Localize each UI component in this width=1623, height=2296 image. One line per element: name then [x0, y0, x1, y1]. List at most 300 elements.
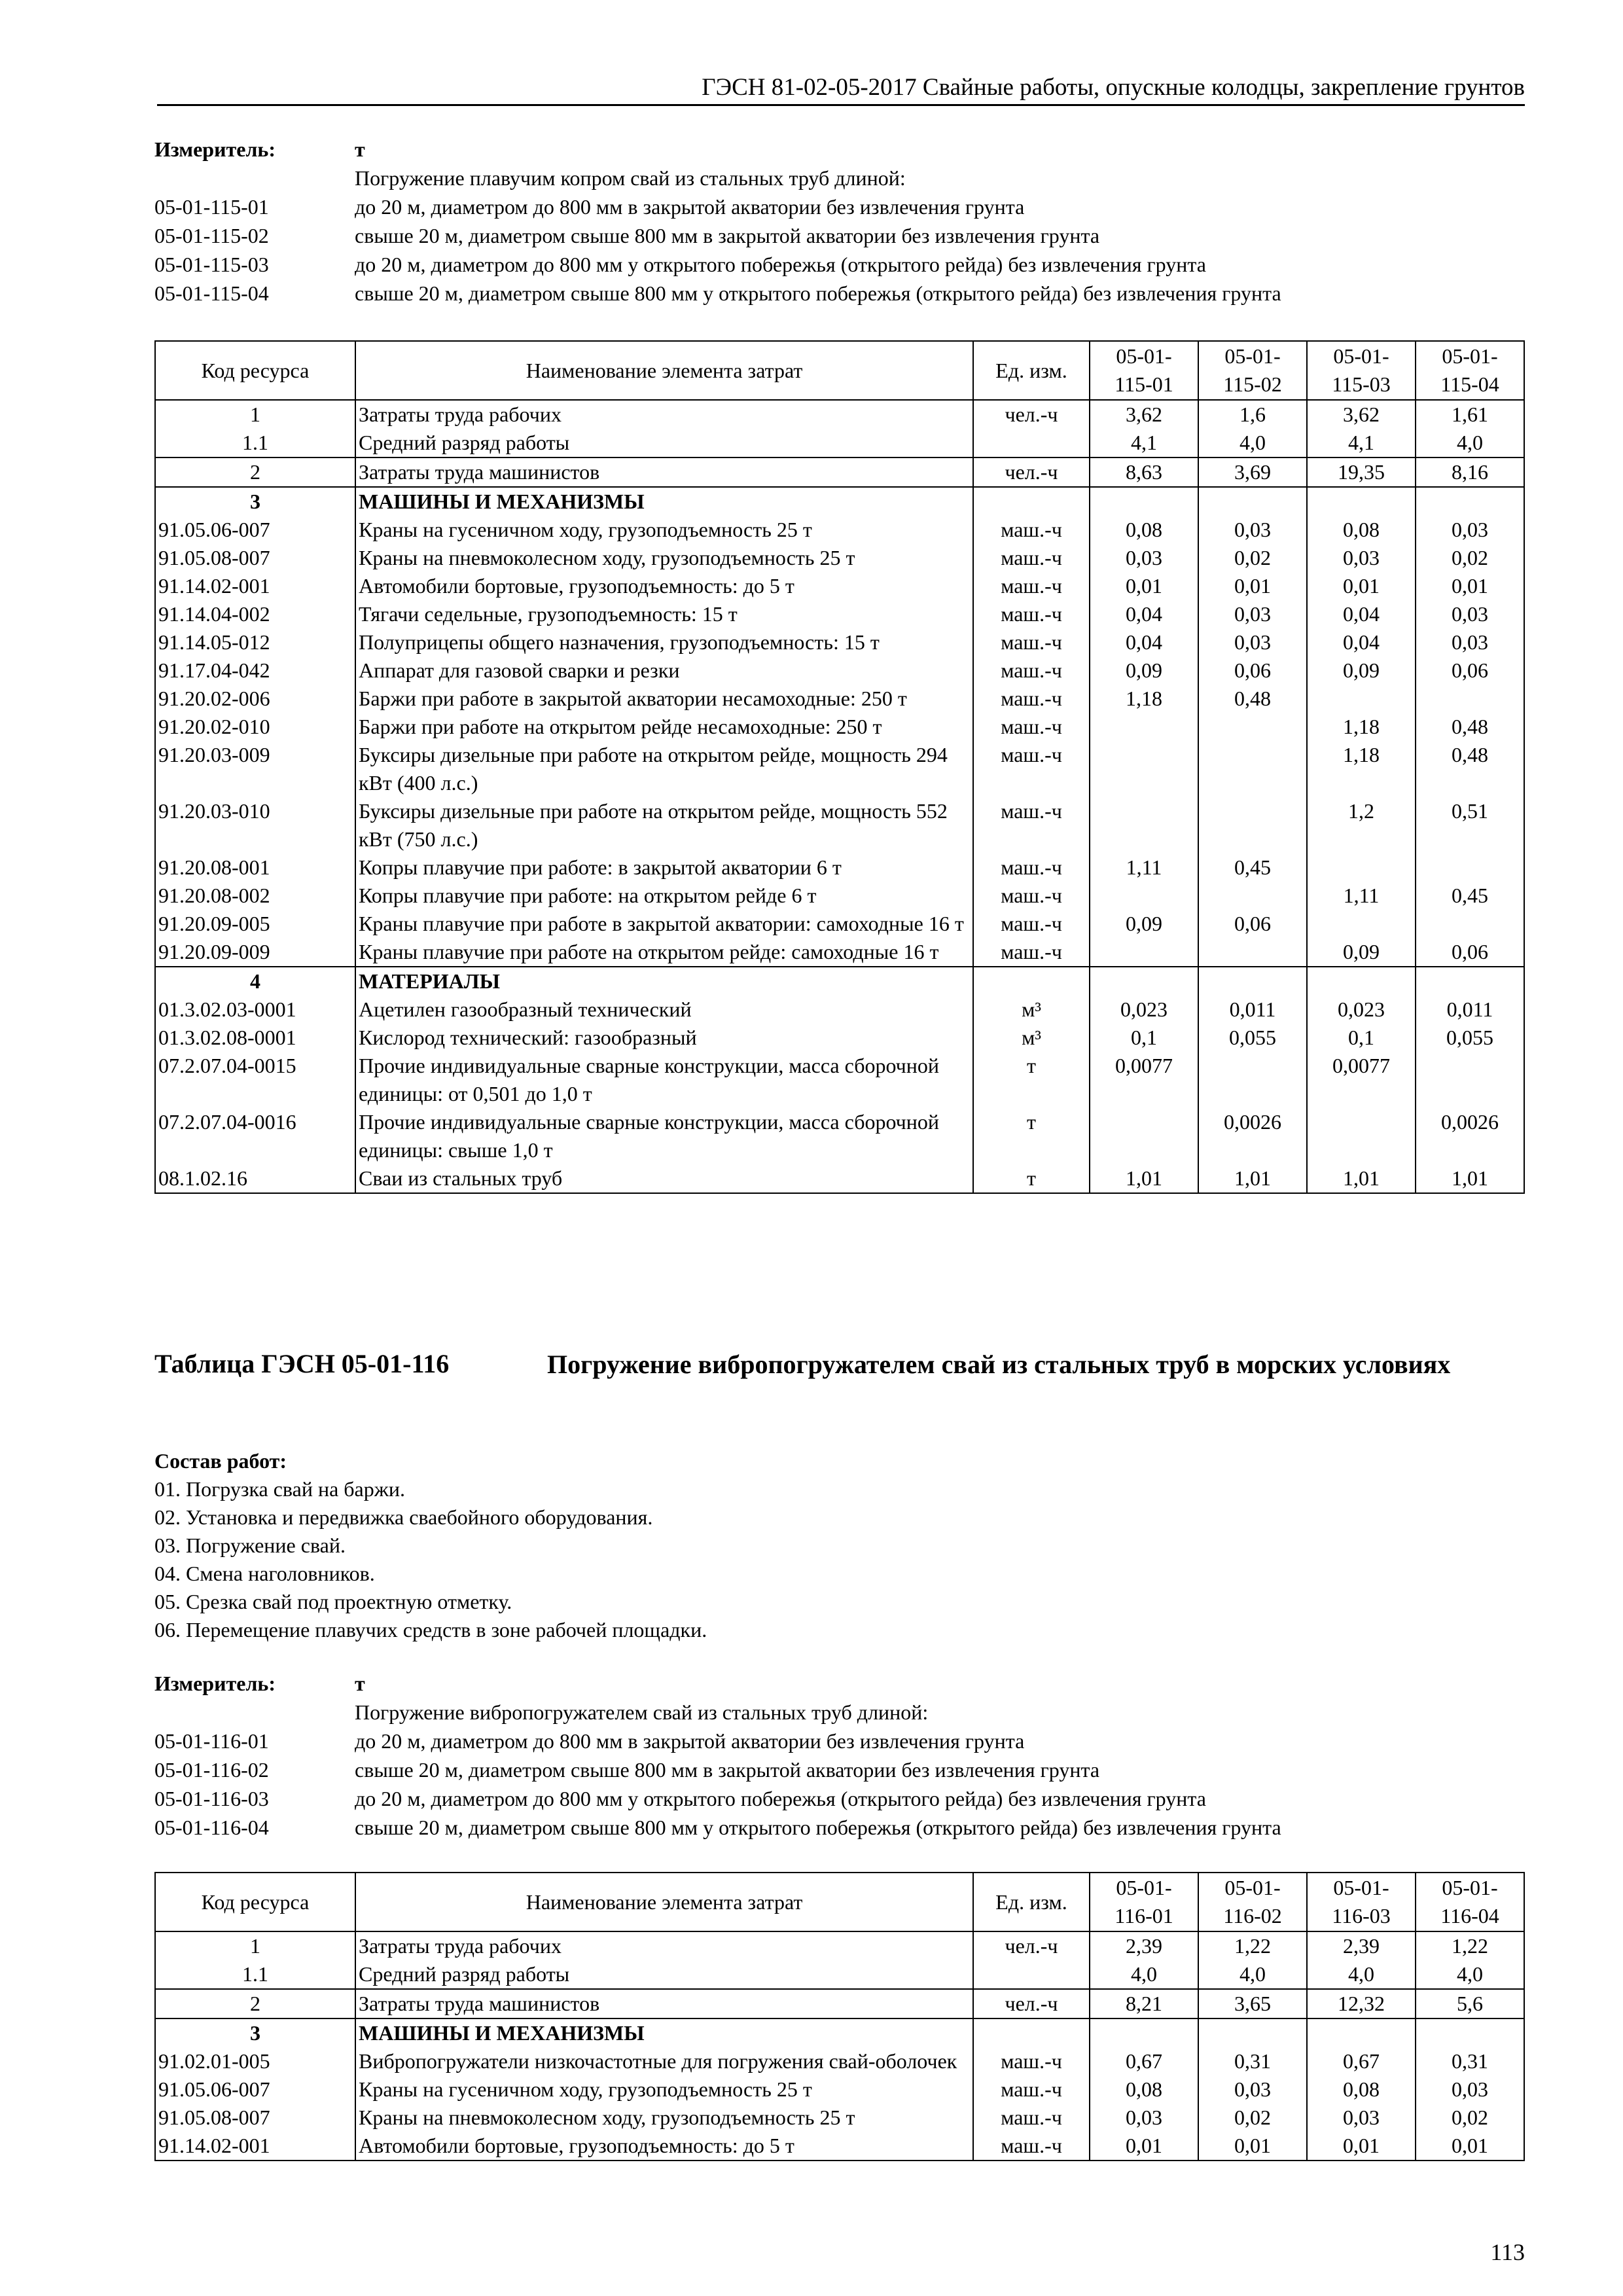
- resource-value: 1,11: [1307, 882, 1416, 910]
- meter-item: [154, 1813, 1529, 1842]
- header-name: Наименование элемента затрат: [355, 1873, 973, 1931]
- resource-value: 0,08: [1307, 516, 1416, 544]
- resource-code: 1.1: [155, 429, 355, 457]
- resource-value: 0,01: [1090, 2132, 1198, 2161]
- meter-unit: т: [355, 137, 365, 161]
- meter-item-code: 05-01-116-03: [154, 1787, 269, 1810]
- resource-unit: т: [973, 1052, 1090, 1108]
- resource-value: [1090, 741, 1198, 797]
- table-row: [155, 457, 1524, 487]
- resource-value: 0,01: [1307, 2132, 1416, 2161]
- resource-value: 0,09: [1307, 656, 1416, 685]
- resource-value: 1,18: [1090, 685, 1198, 713]
- table-row: [155, 1931, 1524, 1960]
- resource-value: 0,06: [1198, 910, 1307, 938]
- meter-item: [154, 221, 1529, 250]
- resource-value: 0,08: [1090, 2075, 1198, 2104]
- resource-name: Кислород технический: газообразный: [355, 1024, 973, 1052]
- meter-item: [154, 250, 1529, 279]
- resource-value: 0,03: [1416, 516, 1524, 544]
- resource-unit: чел.-ч: [973, 457, 1090, 487]
- table-row: [155, 741, 1524, 797]
- resource-name: МАШИНЫ И МЕХАНИЗМЫ: [355, 487, 973, 516]
- table-row: [155, 2018, 1524, 2047]
- meter-item-code: 05-01-116-01: [154, 1729, 269, 1753]
- resource-unit: маш.-ч: [973, 516, 1090, 544]
- resource-value: 1,01: [1416, 1164, 1524, 1193]
- resource-value: 0,06: [1198, 656, 1307, 685]
- resource-name: Краны плавучие при работе на открытом рейде: самоходные 16 т: [355, 938, 973, 967]
- page-number: 113: [1490, 2239, 1525, 2265]
- running-header: ГЭСН 81-02-05-2017 Свайные работы, опускные колодцы, закрепление грунтов: [157, 73, 1525, 106]
- resource-unit: маш.-ч: [973, 656, 1090, 685]
- works-item: 02. Установка и передвижка сваебойного оборудования.: [154, 1505, 653, 1529]
- resource-code: 2: [155, 457, 355, 487]
- meter-item: [154, 279, 1529, 308]
- resource-value: 0,08: [1090, 516, 1198, 544]
- resource-name: Краны на пневмоколесном ходу, грузоподъемность 25 т: [355, 2104, 973, 2132]
- resource-value: 0,06: [1416, 938, 1524, 967]
- meter-item-code: 05-01-116-02: [154, 1758, 269, 1782]
- resource-name: МАШИНЫ И МЕХАНИЗМЫ: [355, 2018, 973, 2047]
- works-title: Состав работ:: [154, 1449, 287, 1473]
- resource-value: 8,16: [1416, 457, 1524, 487]
- resource-value: [1416, 487, 1524, 516]
- resource-unit: [973, 429, 1090, 457]
- meter-item-code: 05-01-116-04: [154, 1816, 269, 1839]
- header-col-3: 05-01- 116-03: [1307, 1873, 1416, 1931]
- resource-name: Затраты труда машинистов: [355, 457, 973, 487]
- table-row: [155, 544, 1524, 572]
- resource-value: 3,62: [1307, 400, 1416, 429]
- resource-value: 1,01: [1090, 1164, 1198, 1193]
- meter-label: Измеритель:: [154, 1672, 276, 1695]
- resource-name: Копры плавучие при работе: на открытом рейде 6 т: [355, 882, 973, 910]
- resource-name: Краны на гусеничном ходу, грузоподъемность 25 т: [355, 516, 973, 544]
- resource-unit: маш.-ч: [973, 572, 1090, 600]
- resource-name: Краны на пневмоколесном ходу, грузоподъемность 25 т: [355, 544, 973, 572]
- resource-value: 4,1: [1090, 429, 1198, 457]
- resource-code: 01.3.02.03-0001: [155, 996, 355, 1024]
- resource-value: 0,023: [1307, 996, 1416, 1024]
- resource-unit: [973, 2018, 1090, 2047]
- meter-item: [154, 1784, 1529, 1813]
- resource-code: 91.20.08-002: [155, 882, 355, 910]
- resource-unit: маш.-ч: [973, 853, 1090, 882]
- resource-code: 91.20.09-005: [155, 910, 355, 938]
- resource-value: 0,04: [1307, 600, 1416, 628]
- resource-code: 3: [155, 487, 355, 516]
- resource-code: 91.20.09-009: [155, 938, 355, 967]
- resource-value: 1,61: [1416, 400, 1524, 429]
- resource-code: 91.05.06-007: [155, 2075, 355, 2104]
- table-title-text: Погружение вибропогружателем свай из стальных труб в морских условиях: [547, 1350, 1451, 1379]
- resource-value: [1090, 487, 1198, 516]
- resource-value: 1,22: [1416, 1931, 1524, 1960]
- resource-unit: маш.-ч: [973, 882, 1090, 910]
- header-unit: Ед. изм.: [973, 1873, 1090, 1931]
- resource-code: 1: [155, 400, 355, 429]
- table-row: [155, 572, 1524, 600]
- meter-block-115: [154, 135, 1529, 308]
- resource-unit: т: [973, 1108, 1090, 1164]
- resource-value: 0,02: [1416, 544, 1524, 572]
- resource-value: 8,21: [1090, 1989, 1198, 2018]
- meter-item-text: до 20 м, диаметром до 800 мм у открытого побережья (открытого рейда) без извлечения грунта: [355, 253, 1206, 276]
- table-row: [155, 685, 1524, 713]
- resource-value: 0,04: [1090, 600, 1198, 628]
- resource-value: 0,03: [1416, 628, 1524, 656]
- resource-value: 0,01: [1090, 572, 1198, 600]
- meter-unit: т: [355, 1672, 365, 1695]
- resource-value: 0,03: [1307, 2104, 1416, 2132]
- resource-value: 2,39: [1307, 1931, 1416, 1960]
- resource-name: Затраты труда рабочих: [355, 400, 973, 429]
- resource-code: 1: [155, 1931, 355, 1960]
- resource-code: 3: [155, 2018, 355, 2047]
- resource-value: [1090, 938, 1198, 967]
- resource-value: [1307, 487, 1416, 516]
- resource-value: 0,011: [1198, 996, 1307, 1024]
- resource-value: [1198, 1052, 1307, 1108]
- table-row: [155, 1052, 1524, 1108]
- resource-code: 07.2.07.04-0015: [155, 1052, 355, 1108]
- table-row: [155, 1108, 1524, 1164]
- resource-code: 1.1: [155, 1960, 355, 1989]
- resource-value: 0,023: [1090, 996, 1198, 1024]
- meter-item-code: 05-01-115-02: [154, 224, 269, 247]
- resource-code: 91.05.06-007: [155, 516, 355, 544]
- table-row: [155, 967, 1524, 996]
- table-row: [155, 600, 1524, 628]
- header-col-1: 05-01- 115-01: [1090, 341, 1198, 400]
- resource-value: 0,011: [1416, 996, 1524, 1024]
- table-row: [155, 2075, 1524, 2104]
- resource-table-115: [154, 340, 1525, 1194]
- resource-value: [1307, 853, 1416, 882]
- header-code: Код ресурса: [155, 341, 355, 400]
- resource-value: 19,35: [1307, 457, 1416, 487]
- resource-value: [1198, 797, 1307, 853]
- resource-value: 0,08: [1307, 2075, 1416, 2104]
- resource-value: 0,02: [1198, 2104, 1307, 2132]
- resource-value: [1307, 685, 1416, 713]
- resource-value: [1090, 967, 1198, 996]
- resource-code: 91.20.03-010: [155, 797, 355, 853]
- resource-name: Сваи из стальных труб: [355, 1164, 973, 1193]
- resource-value: 1,01: [1307, 1164, 1416, 1193]
- works-item: 04. Смена наголовников.: [154, 1562, 375, 1585]
- resource-name: Затраты труда рабочих: [355, 1931, 973, 1960]
- works-composition: [154, 1446, 1463, 1644]
- resource-value: 4,0: [1198, 1960, 1307, 1989]
- resource-value: 0,055: [1416, 1024, 1524, 1052]
- resource-value: 1,18: [1307, 713, 1416, 741]
- resource-value: 0,01: [1307, 572, 1416, 600]
- resource-value: [1198, 741, 1307, 797]
- header-col-4: 05-01- 116-04: [1416, 1873, 1524, 1931]
- resource-value: 4,1: [1307, 429, 1416, 457]
- resource-value: 0,48: [1416, 713, 1524, 741]
- resource-value: 3,69: [1198, 457, 1307, 487]
- resource-value: 0,03: [1416, 600, 1524, 628]
- resource-value: 4,0: [1090, 1960, 1198, 1989]
- table-row: [155, 656, 1524, 685]
- resource-value: 0,03: [1416, 2075, 1524, 2104]
- resource-code: 91.20.08-001: [155, 853, 355, 882]
- resource-value: 3,62: [1090, 400, 1198, 429]
- resource-value: [1198, 938, 1307, 967]
- resource-name: Копры плавучие при работе: в закрытой акватории 6 т: [355, 853, 973, 882]
- header-code: Код ресурса: [155, 1873, 355, 1931]
- meter-intro: Погружение плавучим копром свай из стальных труб длиной:: [355, 166, 906, 190]
- header-col-4: 05-01- 115-04: [1416, 341, 1524, 400]
- table-header-row: [155, 1873, 1524, 1931]
- resource-value: 0,48: [1416, 741, 1524, 797]
- resource-value: [1416, 853, 1524, 882]
- resource-unit: [973, 1960, 1090, 1989]
- resource-unit: маш.-ч: [973, 797, 1090, 853]
- works-item: 01. Погрузка свай на баржи.: [154, 1477, 405, 1501]
- resource-code: 08.1.02.16: [155, 1164, 355, 1193]
- meter-item: [154, 1727, 1529, 1755]
- resource-unit: маш.-ч: [973, 2047, 1090, 2075]
- resource-code: 91.05.08-007: [155, 2104, 355, 2132]
- resource-unit: маш.-ч: [973, 713, 1090, 741]
- resource-name: Автомобили бортовые, грузоподъемность: до 5 т: [355, 2132, 973, 2161]
- resource-code: 01.3.02.08-0001: [155, 1024, 355, 1052]
- meter-block-116: [154, 1669, 1529, 1842]
- resource-value: [1307, 2018, 1416, 2047]
- resource-value: 0,01: [1416, 572, 1524, 600]
- resource-unit: маш.-ч: [973, 2104, 1090, 2132]
- resource-value: 1,6: [1198, 400, 1307, 429]
- resource-value: 0,01: [1198, 2132, 1307, 2161]
- table-row: [155, 1989, 1524, 2018]
- resource-value: [1090, 1108, 1198, 1164]
- header-col-2: 05-01- 116-02: [1198, 1873, 1307, 1931]
- table-header-row: [155, 341, 1524, 400]
- resource-code: 91.14.02-001: [155, 2132, 355, 2161]
- resource-value: 0,09: [1307, 938, 1416, 967]
- resource-unit: чел.-ч: [973, 1931, 1090, 1960]
- resource-code: 91.20.02-010: [155, 713, 355, 741]
- resource-value: [1416, 1052, 1524, 1108]
- resource-code: 91.02.01-005: [155, 2047, 355, 2075]
- resource-value: 4,0: [1416, 1960, 1524, 1989]
- resource-value: 0,03: [1198, 516, 1307, 544]
- meter-item-code: 05-01-115-01: [154, 195, 269, 219]
- table-row: [155, 996, 1524, 1024]
- resource-name: Прочие индивидуальные сварные конструкции, масса сборочной единицы: от 0,501 до 1,0 т: [355, 1052, 973, 1108]
- resource-value: 1,18: [1307, 741, 1416, 797]
- resource-value: [1198, 967, 1307, 996]
- resource-name: Аппарат для газовой сварки и резки: [355, 656, 973, 685]
- resource-value: 0,45: [1416, 882, 1524, 910]
- resource-value: [1090, 2018, 1198, 2047]
- resource-name: Краны на гусеничном ходу, грузоподъемность 25 т: [355, 2075, 973, 2104]
- meter-item: [154, 192, 1529, 221]
- resource-value: 1,22: [1198, 1931, 1307, 1960]
- resource-name: Тягачи седельные, грузоподъемность: 15 т: [355, 600, 973, 628]
- table-row: [155, 1960, 1524, 1989]
- resource-code: 91.20.03-009: [155, 741, 355, 797]
- resource-value: [1198, 2018, 1307, 2047]
- resource-value: 1,2: [1307, 797, 1416, 853]
- header-col-2: 05-01- 115-02: [1198, 341, 1307, 400]
- table-row: [155, 1164, 1524, 1193]
- table-row: [155, 2132, 1524, 2161]
- meter-item: [154, 1755, 1529, 1784]
- resource-value: [1307, 967, 1416, 996]
- resource-name: Средний разряд работы: [355, 429, 973, 457]
- meter-item-code: 05-01-115-03: [154, 253, 269, 276]
- resource-value: [1416, 685, 1524, 713]
- resource-value: 1,11: [1090, 853, 1198, 882]
- resource-name: Полуприцепы общего назначения, грузоподъемность: 15 т: [355, 628, 973, 656]
- resource-unit: маш.-ч: [973, 628, 1090, 656]
- resource-value: 0,0077: [1090, 1052, 1198, 1108]
- resource-value: 5,6: [1416, 1989, 1524, 2018]
- resource-value: 3,65: [1198, 1989, 1307, 2018]
- table-row: [155, 882, 1524, 910]
- table-title-label: Таблица ГЭСН 05-01-116: [154, 1349, 450, 1378]
- resource-value: [1307, 910, 1416, 938]
- resource-value: 2,39: [1090, 1931, 1198, 1960]
- resource-value: 0,04: [1090, 628, 1198, 656]
- resource-value: 4,0: [1416, 429, 1524, 457]
- table-row: [155, 853, 1524, 882]
- resource-value: [1416, 967, 1524, 996]
- meter-item-text: свыше 20 м, диаметром свыше 800 мм в закрытой акватории без извлечения грунта: [355, 224, 1100, 247]
- resource-unit: чел.-ч: [973, 400, 1090, 429]
- resource-value: 0,03: [1090, 2104, 1198, 2132]
- resource-value: 0,03: [1090, 544, 1198, 572]
- resource-table-116: [154, 1872, 1525, 2161]
- resource-code: 07.2.07.04-0016: [155, 1108, 355, 1164]
- table-row: [155, 628, 1524, 656]
- resource-value: 0,04: [1307, 628, 1416, 656]
- meter-item-text: свыше 20 м, диаметром свыше 800 мм в закрытой акватории без извлечения грунта: [355, 1758, 1100, 1782]
- resource-value: 0,1: [1090, 1024, 1198, 1052]
- resource-name: Ацетилен газообразный технический: [355, 996, 973, 1024]
- meter-item-text: свыше 20 м, диаметром свыше 800 мм у открытого побережья (открытого рейда) без извлечения грунта: [355, 281, 1281, 305]
- resource-value: 0,09: [1090, 910, 1198, 938]
- resource-value: [1307, 1108, 1416, 1164]
- resource-value: 0,0026: [1416, 1108, 1524, 1164]
- table-row: [155, 487, 1524, 516]
- table-row: [155, 400, 1524, 429]
- resource-unit: [973, 967, 1090, 996]
- resource-value: 0,03: [1198, 600, 1307, 628]
- resource-unit: маш.-ч: [973, 910, 1090, 938]
- header-name: Наименование элемента затрат: [355, 341, 973, 400]
- resource-value: 8,63: [1090, 457, 1198, 487]
- resource-value: [1090, 882, 1198, 910]
- resource-unit: маш.-ч: [973, 938, 1090, 967]
- table-row: [155, 2047, 1524, 2075]
- resource-value: 4,0: [1198, 429, 1307, 457]
- resource-code: 91.05.08-007: [155, 544, 355, 572]
- table-title: [154, 1348, 1529, 1381]
- resource-code: 91.14.05-012: [155, 628, 355, 656]
- meter-item-text: свыше 20 м, диаметром свыше 800 мм у открытого побережья (открытого рейда) без извлечения грунта: [355, 1816, 1281, 1839]
- resource-unit: маш.-ч: [973, 685, 1090, 713]
- resource-name: МАТЕРИАЛЫ: [355, 967, 973, 996]
- resource-value: 0,02: [1198, 544, 1307, 572]
- resource-code: 91.14.02-001: [155, 572, 355, 600]
- resource-value: 0,03: [1307, 544, 1416, 572]
- resource-name: Прочие индивидуальные сварные конструкции, масса сборочной единицы: свыше 1,0 т: [355, 1108, 973, 1164]
- resource-value: 4,0: [1307, 1960, 1416, 1989]
- meter-item-text: до 20 м, диаметром до 800 мм у открытого побережья (открытого рейда) без извлечения грунта: [355, 1787, 1206, 1810]
- table-row: [155, 938, 1524, 967]
- resource-unit: м³: [973, 1024, 1090, 1052]
- table-row: [155, 797, 1524, 853]
- table-row: [155, 910, 1524, 938]
- resource-value: 0,31: [1416, 2047, 1524, 2075]
- resource-name: Затраты труда машинистов: [355, 1989, 973, 2018]
- resource-unit: маш.-ч: [973, 600, 1090, 628]
- resource-unit: маш.-ч: [973, 2075, 1090, 2104]
- resource-value: 0,09: [1090, 656, 1198, 685]
- resource-name: Буксиры дизельные при работе на открытом рейде, мощность 294 кВт (400 л.с.): [355, 741, 973, 797]
- resource-value: 0,02: [1416, 2104, 1524, 2132]
- resource-code: 91.17.04-042: [155, 656, 355, 685]
- resource-value: 0,51: [1416, 797, 1524, 853]
- resource-value: 0,31: [1198, 2047, 1307, 2075]
- resource-value: [1090, 713, 1198, 741]
- header-col-3: 05-01- 115-03: [1307, 341, 1416, 400]
- resource-value: [1198, 713, 1307, 741]
- resource-unit: маш.-ч: [973, 2132, 1090, 2161]
- resource-name: Средний разряд работы: [355, 1960, 973, 1989]
- resource-code: 4: [155, 967, 355, 996]
- resource-name: Вибропогружатели низкочастотные для погружения свай-оболочек: [355, 2047, 973, 2075]
- resource-name: Автомобили бортовые, грузоподъемность: до 5 т: [355, 572, 973, 600]
- resource-name: Баржи при работе на открытом рейде несамоходные: 250 т: [355, 713, 973, 741]
- resource-code: 91.20.02-006: [155, 685, 355, 713]
- resource-unit: чел.-ч: [973, 1989, 1090, 2018]
- resource-value: [1090, 797, 1198, 853]
- table-row: [155, 2104, 1524, 2132]
- resource-value: 0,03: [1198, 2075, 1307, 2104]
- resource-value: 0,0026: [1198, 1108, 1307, 1164]
- meter-label: Измеритель:: [154, 137, 276, 161]
- resource-value: 0,055: [1198, 1024, 1307, 1052]
- meter-item-code: 05-01-115-04: [154, 281, 269, 305]
- works-item: 05. Срезка свай под проектную отметку.: [154, 1590, 512, 1613]
- resource-name: Буксиры дизельные при работе на открытом рейде, мощность 552 кВт (750 л.с.): [355, 797, 973, 853]
- header-col-1: 05-01- 116-01: [1090, 1873, 1198, 1931]
- resource-value: [1416, 2018, 1524, 2047]
- meter-item-text: до 20 м, диаметром до 800 мм в закрытой акватории без извлечения грунта: [355, 195, 1025, 219]
- resource-value: 1,01: [1198, 1164, 1307, 1193]
- resource-unit: маш.-ч: [973, 544, 1090, 572]
- table-row: [155, 429, 1524, 457]
- meter-item-text: до 20 м, диаметром до 800 мм в закрытой акватории без извлечения грунта: [355, 1729, 1025, 1753]
- resource-value: 0,1: [1307, 1024, 1416, 1052]
- resource-value: [1198, 882, 1307, 910]
- resource-name: Баржи при работе в закрытой акватории несамоходные: 250 т: [355, 685, 973, 713]
- resource-value: 0,0077: [1307, 1052, 1416, 1108]
- works-item: 03. Погружение свай.: [154, 1534, 346, 1557]
- resource-value: 0,01: [1198, 572, 1307, 600]
- resource-unit: т: [973, 1164, 1090, 1193]
- table-row: [155, 1024, 1524, 1052]
- resource-name: Краны плавучие при работе в закрытой акватории: самоходные 16 т: [355, 910, 973, 938]
- resource-code: 2: [155, 1989, 355, 2018]
